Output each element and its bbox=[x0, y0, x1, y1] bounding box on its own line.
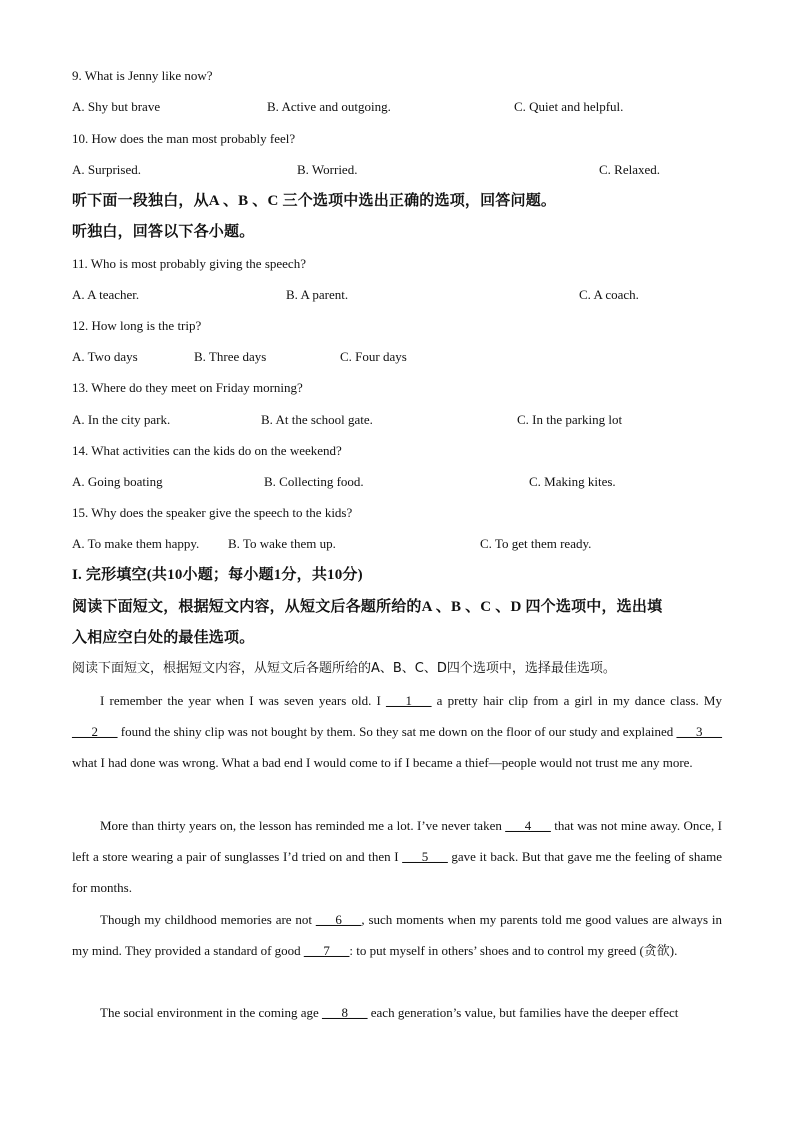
blank-7: ___7___ bbox=[303, 943, 350, 959]
q11-option-a: A. A teacher. bbox=[72, 287, 140, 302]
q15-option-b: B. To wake them up. bbox=[228, 536, 336, 551]
blank-1: ___1___ bbox=[386, 693, 432, 708]
blank-6: ___6___ bbox=[315, 912, 362, 927]
q14-option-c: C. Making kites. bbox=[529, 474, 616, 489]
q11-option-c: C. A coach. bbox=[579, 287, 639, 302]
q14-option-b: B. Collecting food. bbox=[264, 474, 364, 489]
question-12: 12. How long is the trip? bbox=[72, 318, 202, 333]
blank-4: ___4___ bbox=[505, 818, 551, 833]
passage-text: gave it back. But that gave me the feeling of shame for months. bbox=[72, 849, 722, 896]
q9-option-b: B. Active and outgoing. bbox=[267, 99, 391, 114]
q10-option-a: A. Surprised. bbox=[72, 162, 141, 177]
passage-text: each generation’s value, but families have the deeper effect bbox=[367, 1005, 679, 1020]
q10-option-c: C. Relaxed. bbox=[599, 162, 661, 177]
q12-option-c: C. Four days bbox=[340, 349, 407, 364]
q9-option-c: C. Quiet and helpful. bbox=[514, 99, 624, 114]
q12-option-a: A. Two days bbox=[72, 349, 138, 364]
question-14: 14. What activities can the kids do on the weekend? bbox=[72, 443, 342, 458]
cloze-instruction-plain: 阅读下面短文，根据短文内容，从短文后各题所给的A、B、C、D四个选项中，选择最佳选项。 bbox=[72, 661, 616, 676]
q12-option-b: B. Three days bbox=[194, 349, 267, 364]
passage-text: what I had done was wrong. What a bad end I would come to if I became a thief—people would not trust me any more. bbox=[72, 755, 693, 771]
passage-paragraph-4 bbox=[72, 997, 722, 1028]
passage-text: , such moments when my parents told me good values are always in my mind. They provided a standard of good bbox=[72, 912, 722, 959]
q11-option-b: B. A parent. bbox=[286, 287, 349, 302]
q15-option-c: C. To get them ready. bbox=[480, 536, 592, 551]
passage-text: that was not mine away. Once, I left a store wearing a pair of sunglasses I’d tried on and then I bbox=[72, 818, 722, 865]
passage-text: I remember the year when I was seven years old. I bbox=[100, 693, 387, 708]
question-13: 13. Where do they meet on Friday morning? bbox=[72, 380, 303, 395]
passage-paragraph-1 bbox=[72, 685, 722, 779]
question-10: 10. How does the man most probably feel? bbox=[72, 131, 296, 146]
passage-text: Though my childhood memories are not bbox=[100, 912, 316, 927]
passage-text: a pretty hair clip from a girl in my dance class. My bbox=[431, 693, 722, 708]
blank-2: ___2___ bbox=[72, 724, 118, 740]
passage-text: found the shiny clip was not bought by them. So they sat me down on the floor of our study and explained bbox=[117, 724, 677, 740]
q10-option-b: B. Worried. bbox=[297, 162, 358, 177]
cloze-instruction-line-2: 入相应空白处的最佳选项。 bbox=[72, 630, 255, 646]
question-11: 11. Who is most probably giving the speech? bbox=[72, 256, 306, 271]
q15-option-a: A. To make them happy. bbox=[72, 536, 200, 551]
question-15: 15. Why does the speaker give the speech to the kids? bbox=[72, 505, 353, 520]
passage-paragraph-3 bbox=[72, 904, 722, 966]
question-9: 9. What is Jenny like now? bbox=[72, 68, 213, 83]
q14-option-a: A. Going boating bbox=[72, 474, 163, 489]
q13-option-a: A. In the city park. bbox=[72, 412, 171, 427]
blank-3: ___3___ bbox=[676, 724, 722, 740]
q13-option-b: B. At the school gate. bbox=[261, 412, 373, 427]
passage-paragraph-2 bbox=[72, 810, 722, 904]
passage-text: : to put myself in others’ shoes and to control my greed (贪欲). bbox=[349, 943, 678, 959]
monologue-instruction: 听下面一段独白，从A 、B 、C 三个选项中选出正确的选项，回答问题。 bbox=[72, 193, 557, 209]
passage-text: More than thirty years on, the lesson has reminded me a lot. I’ve never taken bbox=[100, 818, 506, 833]
cloze-title: I. 完形填空(共10小题；每小题1分，共10分) bbox=[72, 567, 363, 583]
passage-text: The social environment in the coming age bbox=[100, 1005, 323, 1020]
cloze-instruction-line-1: 阅读下面短文，根据短文内容，从短文后各题所给的A 、B 、C 、D 四个选项中，选出填 bbox=[72, 599, 663, 615]
monologue-subheading: 听独白，回答以下各小题。 bbox=[72, 224, 255, 240]
blank-5: ___5___ bbox=[402, 849, 448, 865]
blank-8: ___8___ bbox=[322, 1005, 368, 1020]
q13-option-c: C. In the parking lot bbox=[517, 412, 623, 427]
q9-option-a: A. Shy but brave bbox=[72, 99, 161, 114]
